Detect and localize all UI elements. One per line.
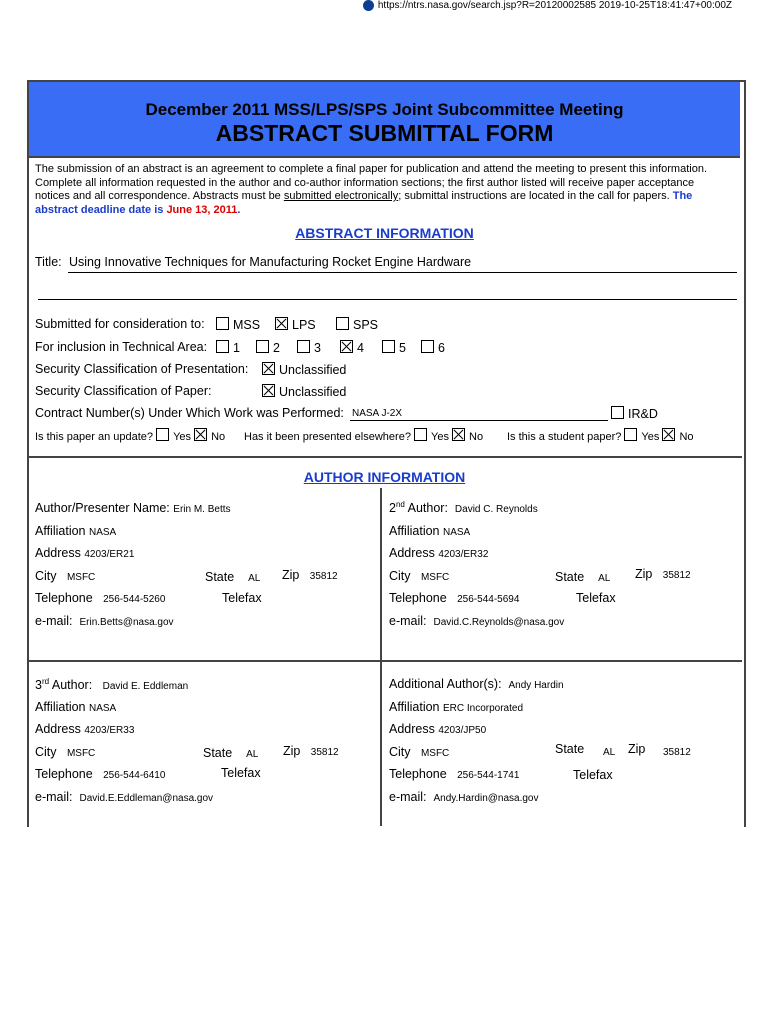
a4-address: Address 4203/JP50 (389, 722, 487, 736)
a1-email: e-mail: Erin.Betts@nasa.gov (35, 614, 174, 628)
a3-zip: Zip 35812 (283, 744, 339, 758)
option-sps[interactable]: SPS (336, 317, 378, 332)
a1-address: Address 4203/ER21 (35, 546, 135, 560)
contract-underline (350, 420, 608, 421)
divider (27, 660, 742, 662)
nasa-logo-icon (363, 0, 374, 11)
a3-telefax: Telefax (221, 766, 261, 780)
title-field[interactable]: Using Innovative Techniques for Manufacturing Rocket Engine Hardware (69, 255, 472, 269)
banner (29, 82, 740, 156)
a1-affiliation: Affiliation NASA (35, 524, 117, 538)
sec-presentation-option[interactable]: Unclassified (262, 362, 346, 377)
a3-email: e-mail: David.E.Eddleman@nasa.gov (35, 790, 214, 804)
a3-phone: Telephone 256-544-6410 (35, 767, 166, 781)
area-3[interactable]: 3 (297, 340, 321, 355)
a2-email: e-mail: David.C.Reynolds@nasa.gov (389, 614, 565, 628)
presented-question: Has it been presented elsewhere? Yes No (244, 428, 483, 443)
ird-checkbox[interactable] (611, 406, 624, 419)
divider (27, 456, 742, 458)
area-6-checkbox[interactable] (421, 340, 434, 353)
a4-state: State (555, 742, 585, 756)
sec-presentation-checkbox[interactable] (262, 362, 275, 375)
a3-city: City MSFC (35, 745, 96, 759)
a4-affiliation: Affiliation ERC Incorporated (389, 700, 524, 714)
student-yes-checkbox[interactable] (624, 428, 637, 441)
area-5[interactable]: 5 (382, 340, 406, 355)
a2-address: Address 4203/ER32 (389, 546, 489, 560)
a1-phone: Telephone 256-544-5260 (35, 591, 166, 605)
student-question: Is this a student paper? Yes No (507, 428, 694, 443)
contract-label: Contract Number(s) Under Which Work was Performed: (35, 406, 344, 420)
update-yes-checkbox[interactable] (156, 428, 169, 441)
consideration-label: Submitted for consideration to: (35, 317, 205, 331)
a3-state: State AL (203, 746, 259, 760)
presenter-name[interactable]: Erin M. Betts (173, 504, 231, 515)
second-author-block: 2nd Author: David C. Reynolds (389, 500, 538, 516)
a2-affiliation: Affiliation NASA (389, 524, 471, 538)
area-4[interactable]: 4 (340, 340, 364, 355)
sec-paper-label: Security Classification of Paper: (35, 384, 212, 398)
area-3-checkbox[interactable] (297, 340, 310, 353)
additional-author-block: Additional Author(s): Andy Hardin (389, 677, 564, 691)
a4-zip: Zip (628, 742, 646, 756)
area-2-checkbox[interactable] (256, 340, 269, 353)
a1-zip: Zip 35812 (282, 568, 338, 582)
title-underline-2 (38, 299, 737, 300)
area-2[interactable]: 2 (256, 340, 280, 355)
presented-yes-checkbox[interactable] (414, 428, 427, 441)
area-label: For inclusion in Technical Area: (35, 340, 208, 354)
update-no-checkbox[interactable] (194, 428, 207, 441)
area-4-checkbox[interactable] (340, 340, 353, 353)
area-1[interactable]: 1 (216, 340, 240, 355)
a1-city: City MSFC (35, 569, 96, 583)
a4-telefax: Telefax (573, 768, 613, 782)
sec-paper-checkbox[interactable] (262, 384, 275, 397)
area-5-checkbox[interactable] (382, 340, 395, 353)
a4-zip-value[interactable]: 35812 (663, 747, 691, 758)
a4-state-value[interactable]: AL (603, 747, 616, 758)
column-divider (380, 488, 382, 826)
mss-checkbox[interactable] (216, 317, 229, 330)
source-url[interactable]: https://ntrs.nasa.gov/search.jsp?R=20120002585 2019-10-25T18:41:47+00:00Z (363, 0, 732, 11)
a2-zip: Zip 35812 (635, 567, 691, 581)
presenter-block: Author/Presenter Name: Erin M. Betts (35, 501, 231, 515)
form-title: ABSTRACT SUBMITTAL FORM (215, 120, 554, 146)
third-author-name[interactable]: David E. Eddleman (102, 681, 189, 693)
additional-author-name[interactable]: Andy Hardin (508, 680, 564, 691)
lps-checkbox[interactable] (275, 317, 288, 330)
a4-phone: Telephone 256-544-1741 (389, 767, 520, 781)
a2-city: City MSFC (389, 569, 450, 583)
sec-paper-option[interactable]: Unclassified (262, 384, 346, 399)
a2-phone: Telephone 256-544-5694 (389, 591, 520, 605)
a4-city: City MSFC (389, 745, 450, 759)
area-6[interactable]: 6 (421, 340, 445, 355)
a1-telefax: Telefax (222, 591, 262, 605)
update-question: Is this paper an update? Yes No (35, 428, 225, 443)
divider (29, 156, 740, 158)
contract-field[interactable]: NASA J-2X (352, 408, 403, 419)
ird-option[interactable]: IR&D (611, 406, 658, 421)
second-author-name[interactable]: David C. Reynolds (454, 504, 538, 516)
presented-no-checkbox[interactable] (452, 428, 465, 441)
area-1-checkbox[interactable] (216, 340, 229, 353)
sec-presentation-label: Security Classification of Presentation: (35, 362, 249, 376)
meeting-title: December 2011 MSS/LPS/SPS Joint Subcommittee Meeting (145, 100, 624, 119)
a4-email: e-mail: Andy.Hardin@nasa.gov (389, 790, 539, 804)
author-info-heading: AUTHOR INFORMATION (303, 469, 466, 485)
title-underline (68, 272, 737, 273)
a3-address: Address 4203/ER33 (35, 722, 135, 736)
a3-affiliation: Affiliation NASA (35, 700, 117, 714)
a2-state: State AL (555, 570, 611, 584)
title-label: Title: (35, 255, 62, 269)
option-mss[interactable]: MSS (216, 317, 260, 332)
a1-state: State AL (205, 570, 261, 584)
third-author-block: 3rd Author: David E. Eddleman (35, 677, 189, 693)
intro-text: The submission of an abstract is an agreement to complete a final paper for publication and attend the meeting to present this information. Complete all information requested in the author and co-author information sections; the first author listed will receive paper acceptance notices and all correspondence. Abstracts must be submitted electronically; submittal instructions are located in the call for papers. The abstract deadline date is June 13, 2011. (35, 163, 707, 216)
a2-telefax: Telefax (576, 591, 616, 605)
student-no-checkbox[interactable] (662, 428, 675, 441)
abstract-info-heading: ABSTRACT INFORMATION (295, 225, 474, 241)
option-lps[interactable]: LPS (275, 317, 316, 332)
sps-checkbox[interactable] (336, 317, 349, 330)
